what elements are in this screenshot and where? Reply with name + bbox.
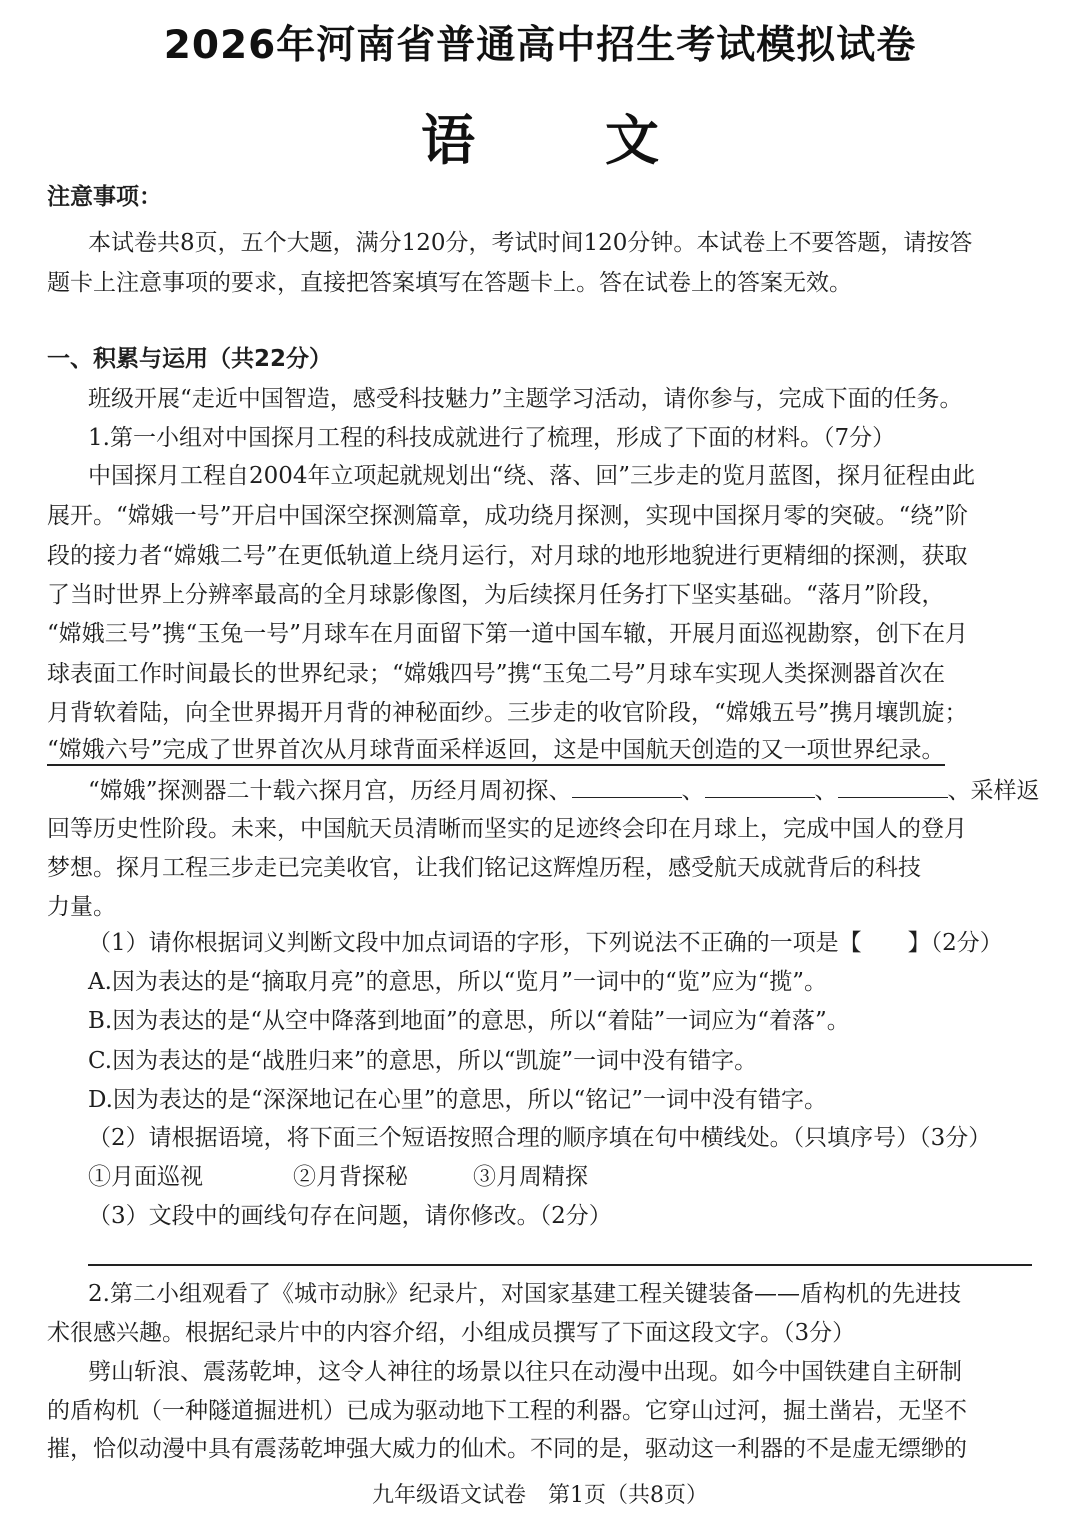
option-b: B.因为表达的是“从空中降落到地面”的意思，所以“着陆”一词应为“着落”。 [88,1008,850,1034]
sub-question-1: （1）请你根据词义判断文段中加点词语的字形，下列说法不正确的一项是【 】（2分） [88,930,1003,956]
question-stem: 术很感兴趣。根据纪录片中的内容介绍，小组成员撰写了下面这段文字。（3分） [47,1320,856,1346]
question-stem: 1.第一小组对中国探月工程的科技成就进行了梳理，形成了下面的材料。（7分） [88,425,896,451]
passage-text: “嫦娥”探测器二十载六探月宫，历经月周初探、 [88,778,572,804]
blank-separator: 、 [681,778,705,804]
subject-title: 语文 [421,109,789,172]
fill-blank-3 [838,777,948,798]
notice-line: 题卡上注意事项的要求，直接把答案填写在答题卡上。答在试卷上的答案无效。 [47,270,852,296]
section-intro: 班级开展“走近中国智造，感受科技魅力”主题学习活动，请你参与，完成下面的任务。 [88,386,963,412]
phrase-choices [88,1160,1038,1194]
underlined-text: “嫦娥六号”完成了世界首次从月球背面采样返回，这是中国航天创造的又一项世界纪录。 [47,737,945,766]
passage-line: 摧，恰似动漫中具有震荡乾坤强大威力的仙术。不同的是，驱动这一利器的不是虚无缥缈的 [47,1436,967,1462]
phrase-choice: ③月周精探 [473,1164,588,1190]
sub-question-3: （3）文段中的画线句存在问题，请你修改。（2分） [88,1203,612,1229]
sub-question-2: （2）请根据语境，将下面三个短语按照合理的顺序填在句中横线处。（只填序号）（3分） [88,1125,992,1151]
passage-line: 劈山斩浪、震荡乾坤，这令人神往的场景以往只在动漫中出现。如今中国铁建自主研制 [88,1359,962,1385]
option-c: C.因为表达的是“战胜归来”的意思，所以“凯旋”一词中没有错字。 [88,1048,758,1074]
passage-line-with-blanks [88,774,1038,808]
passage-line: 球表面工作时间最长的世界纪录；“嫦娥四号”携“玉兔二号”月球车实现人类探测器首次在 [47,661,946,687]
passage-line: 了当时世界上分辨率最高的全月球影像图，为后续探月任务打下坚实基础。“落月”阶段， [47,582,945,608]
option-d: D.因为表达的是“深深地记在心里”的意思，所以“铭记”一词中没有错字。 [88,1087,827,1113]
passage-line: 月背软着陆，向全世界揭开月背的神秘面纱。三步走的收官阶段，“嫦娥五号”携月壤凯旋； [47,700,968,726]
notice-line: 本试卷共8页，五个大题，满分120分，考试时间120分钟。本试卷上不要答题，请按答 [88,230,973,256]
passage-line: 力量。 [47,894,116,920]
passage-line: “嫦娥三号”携“玉兔一号”月球车在月面留下第一道中国车辙，开展月面巡视勘察，创下在月 [47,621,969,647]
passage-line: 中国探月工程自2004年立项起就规划出“绕、落、回”三步走的览月蓝图，探月征程由此 [88,463,976,489]
answer-line [88,1264,1032,1266]
section-heading: 一、积累与运用（共22分） [47,346,333,372]
fill-blank-2 [705,777,815,798]
passage-text: 、采样返 [947,778,1040,804]
fill-blank-1 [572,777,682,798]
passage-line: 段的接力者“嫦娥二号”在更低轨道上绕月运行，对月球的地形地貌进行更精细的探测，获取 [47,543,968,569]
option-a: A.因为表达的是“摘取月亮”的意思，所以“览月”一词中的“览”应为“揽”。 [88,969,827,995]
notice-heading: 注意事项： [47,184,162,210]
passage-line: 展开。“嫦娥一号”开启中国深空探测篇章，成功绕月探测，实现中国探月零的突破。“绕”阶 [47,503,969,529]
blank-separator: 、 [814,778,838,804]
page-footer: 九年级语文试卷 第1页（共8页） [372,1483,708,1508]
underlined-sentence [47,733,1037,767]
question-stem: 2.第二小组观看了《城市动脉》纪录片，对国家基建工程关键装备——盾构机的先进技 [88,1281,961,1307]
passage-line: 回等历史性阶段。未来，中国航天员清晰而坚实的足迹终会印在月球上，完成中国人的登月 [47,816,967,842]
exam-title: 2026年河南省普通高中招生考试模拟试卷 [163,23,917,68]
passage-line: 的盾构机（一种隧道掘进机）已成为驱动地下工程的利器。它穿山过河，掘土凿岩，无坚不 [47,1398,967,1424]
phrase-choice: ①月面巡视 [88,1164,203,1190]
passage-line: 梦想。探月工程三步走已完美收官，让我们铭记这辉煌历程，感受航天成就背后的科技 [47,855,921,881]
phrase-choice: ②月背探秘 [293,1164,408,1190]
